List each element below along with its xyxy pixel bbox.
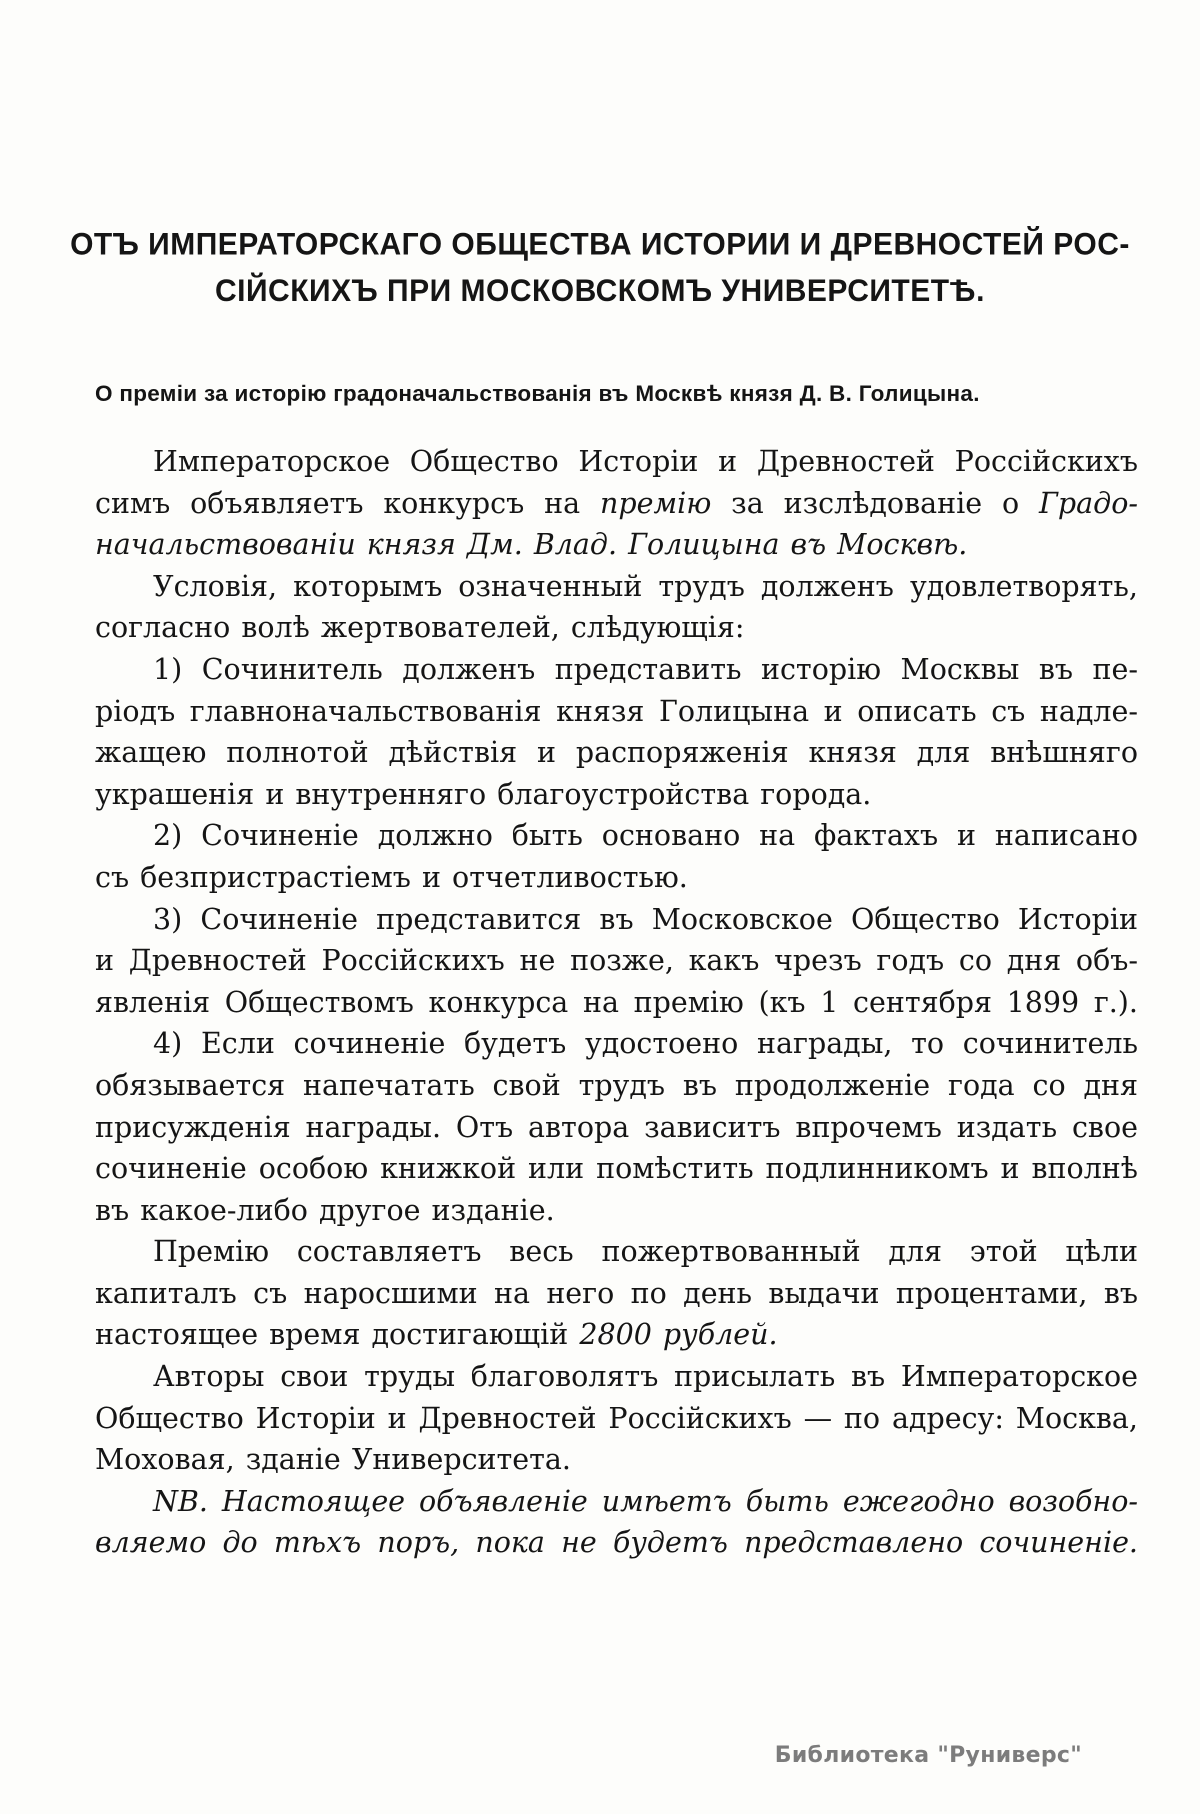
- body-line: явленія Обществомъ конкурса на премію (къ 1 сентября 1899 г.).: [95, 985, 1138, 1019]
- body-line: 1) Сочинитель долженъ представить исторію Москвы въ пе-: [153, 652, 1138, 686]
- body-line: Моховая, зданіе Университета.: [95, 1443, 571, 1477]
- body-line: присужденія награды. Отъ автора зависитъ впрочемъ издать свое: [95, 1110, 1138, 1144]
- document-title-line-1: ОТЪ ИМПЕРАТОРСКАГО ОБЩЕСТВА ИСТОРИИ И ДРЕВНОСТЕЙ РОС-: [70, 227, 1130, 262]
- body-line: NB. Настоящее объявленіе имѣетъ быть ежегодно возобно-: [153, 1484, 1138, 1518]
- body-line: съ безпристрастіемъ и отчетливостью.: [95, 860, 688, 894]
- body-line: капиталъ съ наросшими на него по день выдачи процентами, въ: [95, 1276, 1138, 1310]
- body-line: 4) Если сочиненіе будетъ удостоено награды, то сочинитель: [153, 1027, 1138, 1061]
- document-body: [95, 441, 1138, 1564]
- body-line: и Древностей Россійскихъ не позже, какъ чрезъ годъ со дня объ-: [95, 944, 1138, 978]
- body-line: вляемо до тѣхъ поръ, пока не будетъ представлено сочиненіе.: [95, 1526, 1138, 1560]
- body-line: согласно волѣ жертвователей, слѣдующія:: [95, 611, 745, 645]
- body-line: начальствованіи князя Дм. Влад. Голицына въ Москвѣ.: [95, 528, 968, 562]
- body-line: украшенія и внутренняго благоустройства города.: [95, 777, 872, 811]
- body-line: Общество Исторіи и Древностей Россійскихъ — по адресу: Москва,: [95, 1401, 1138, 1435]
- body-line: 2) Сочиненіе должно быть основано на фактахъ и написано: [153, 819, 1138, 853]
- body-line: Премію составляетъ весь пожертвованный для этой цѣли: [153, 1235, 1138, 1269]
- body-line: симъ объявляетъ конкурсъ на премію за изслѣдованіе о Градо-: [95, 486, 1138, 520]
- document-subtitle: О преміи за исторію градоначальствованія въ Москвѣ князя Д. В. Голицына.: [95, 381, 980, 406]
- document-title: [20, 221, 1180, 315]
- body-line: настоящее время достигающій 2800 рублей.: [95, 1318, 778, 1352]
- body-line: ріодъ главноначальствованія князя Голицына и описать съ надле-: [95, 694, 1138, 728]
- body-line: сочиненіе особою книжкой или помѣстить подлинникомъ и вполнѣ: [95, 1152, 1138, 1186]
- document-title-line-2: СІЙСКИХЪ ПРИ МОСКОВСКОМЪ УНИВЕРСИТЕТѢ.: [214, 274, 985, 309]
- body-line: Императорское Общество Исторіи и Древностей Россійскихъ: [153, 445, 1138, 478]
- body-line: Авторы свои труды благоволятъ присылать въ Императорское: [153, 1360, 1138, 1394]
- body-line: 3) Сочиненіе представится въ Московское Общество Исторіи: [153, 902, 1138, 936]
- body-line: въ какое-либо другое изданіе.: [95, 1193, 555, 1227]
- body-line: обязывается напечатать свой трудъ въ продолженіе года со дня: [95, 1068, 1138, 1102]
- body-line: жащею полнотой дѣйствія и распоряженія князя для внѣшняго: [95, 736, 1138, 770]
- library-watermark: Библиотека "Руниверс": [774, 1743, 1082, 1768]
- body-line: Условія, которымъ означенный трудъ долженъ удовлетворять,: [153, 569, 1138, 603]
